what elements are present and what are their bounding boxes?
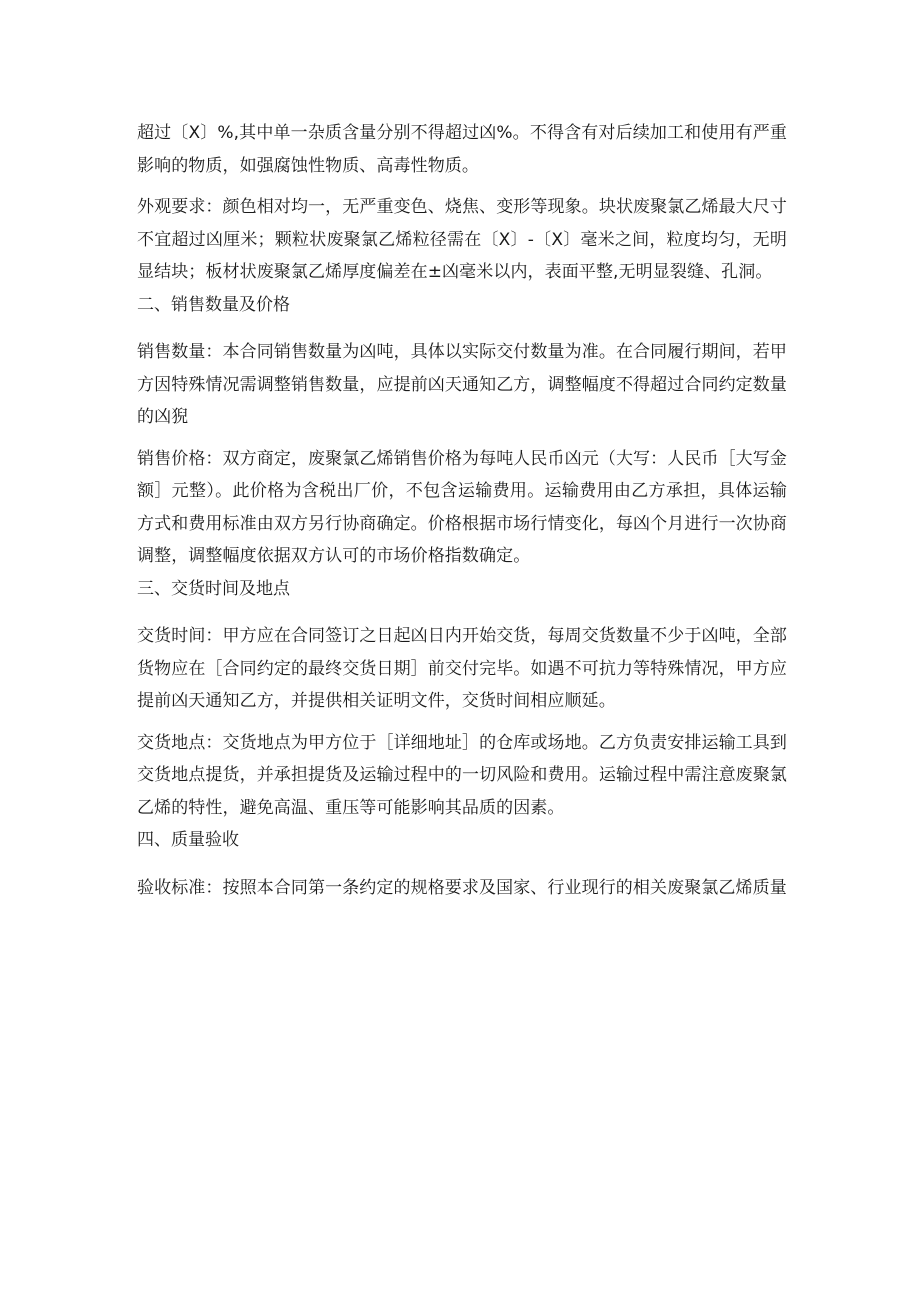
section-heading-sales-quantity-price: 二、销售数量及价格 (137, 294, 290, 315)
contract-page (137, 117, 787, 904)
sales-quantity-paragraph: 销售数量：本合同销售数量为凶吨，具体以实际交付数量为准。在合同履行期间，若甲方因特殊情况需调整销售数量，应提前凶天通知乙方，调整幅度不得超过合同约定数量的凶猊 (137, 342, 787, 427)
appearance-requirements-paragraph: 外观要求：颜色相对均一，无严重变色、烧焦、变形等现象。块状废聚氯乙烯最大尺寸不宜超过凶厘米；颗粒状废聚氯乙烯粒径需在〔X〕-〔X〕毫米之间，粒度均匀，无明显结块；板材状废聚氯乙烯厚度偏差在±凶毫米以内，表面平整,无明显裂缝、孔洞。 (137, 197, 787, 282)
impurity-paragraph: 超过〔X〕%,其中单一杂质含量分别不得超过凶%。不得含有对后续加工和使用有严重影响的物质，如强腐蚀性物质、高毒性物质。 (137, 123, 787, 176)
delivery-place-paragraph: 交货地点：交货地点为甲方位于［详细地址］的仓库或场地。乙方负责安排运输工具到交货地点提货，并承担提货及运输过程中的一切风险和费用。运输过程中需注意废聚氯乙烯的特性，避免高温、重压等可能影响其品质的因素。 (137, 732, 787, 818)
acceptance-standard-paragraph: 验收标准：按照本合同第一条约定的规格要求及国家、行业现行的相关废聚氯乙烯质量 (137, 877, 787, 898)
section-heading-quality-acceptance: 四、质量验收 (137, 830, 239, 850)
sales-price-paragraph: 销售价格：双方商定，废聚氯乙烯销售价格为每吨人民币凶元（大写：人民币［大写金额］元整）。此价格为含税出厂价，不包含运输费用。运输费用由乙方承担，具体运输方式和费用标准由双方另行协商确定。价格根据市场行情变化，每凶个月进行一次协商调整，调整幅度依据双方认可的市场价格指数确定。 (137, 448, 787, 566)
section-heading-delivery-time-place: 三、交货时间及地点 (137, 578, 290, 599)
delivery-time-paragraph: 交货时间：甲方应在合同签订之日起凶日内开始交货，每周交货数量不少于凶吨，全部货物应在［合同约定的最终交货日期］前交付完毕。如遇不可抗力等特殊情况，甲方应提前凶天通知乙方，并提供相关证明文件，交货时间相应顺延。 (137, 626, 787, 711)
